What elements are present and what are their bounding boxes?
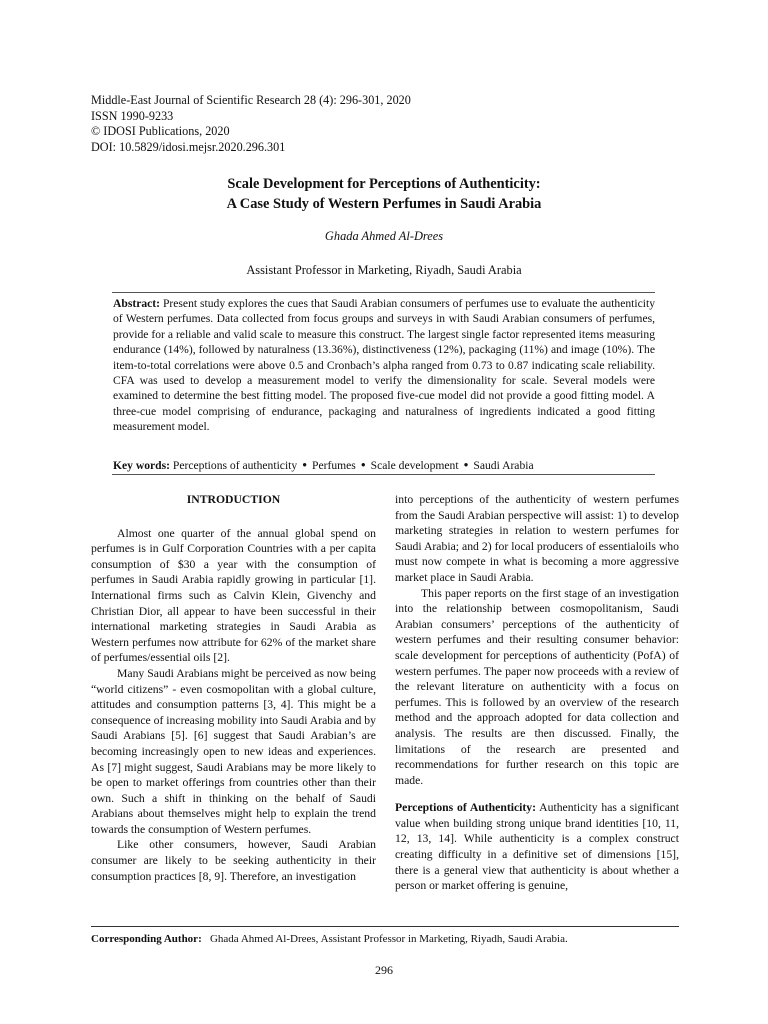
keywords-label: Key words: (113, 459, 170, 472)
author-affiliation: Assistant Professor in Marketing, Riyadh, Saudi Arabia (246, 263, 522, 277)
paragraph: into perceptions of the authenticity of western perfumes from the Saudi Arabian perspective will assist: 1) to develop marketing strategies in relation to western perfumes for Saudi Arabia; and 2) for local producers of essentialoils who must now compete in what is becoming a more aggressive market place in Saudi Arabia. (395, 493, 679, 584)
abstract-label: Abstract: (113, 297, 161, 310)
paper-title-line-1: Scale Development for Perceptions of Authenticity: (227, 176, 541, 192)
paragraph (395, 800, 679, 894)
corresponding-author (91, 933, 568, 945)
bullet-icon: ● (360, 460, 366, 469)
keywords-bottom-rule (112, 474, 655, 475)
paper-title-line-2: A Case Study of Western Perfumes in Saudi Arabia (226, 196, 542, 212)
subsection-heading: Perceptions of Authenticity: (395, 801, 537, 815)
corresponding-author-label: Corresponding Author: (91, 933, 202, 945)
corresponding-author-text: Ghada Ahmed Al-Drees, Assistant Professor in Marketing, Riyadh, Saudi Arabia. (209, 933, 568, 945)
journal-publisher: © IDOSI Publications, 2020 (91, 124, 230, 139)
keyword: Saudi Arabia (473, 459, 534, 472)
paragraph: Almost one quarter of the annual global spend on perfumes is in Gulf Corporation Countries with a per capita consumption of $30 a year with the consumption of perfumes in Saudi Arabia rapidly growing in particular [1]. International firms such as Calvin Klein, Givenchy and Christian Dior, all appear to have been successful in their international marketing strategies in Saudi Arabia as Western perfumes now attribute for 62% of the market share of perfumes/essential oils [2]. (91, 526, 376, 665)
journal-doi: DOI: 10.5829/idosi.mejsr.2020.296.301 (91, 139, 286, 154)
author-name: Ghada Ahmed Al-Drees (324, 229, 444, 243)
paragraph-gap (395, 788, 679, 800)
journal-citation: Middle-East Journal of Scientific Research 28 (4): 296-301, 2020 (91, 93, 411, 107)
abstract-text: Present study explores the cues that Saudi Arabian consumers of perfumes use to evaluate the authenticity of Western perfumes. Data collected from focus groups and surveys in with Saudi Arabian consumers of perfumes, provide for a reliable and valid scale to measure this construct. The largest single factor represented items measuring endurance (14%), followed by naturalness (13.36%), distinctiveness (12%), packaging (11%) and image (10%). The item-to-total correlations were above 0.5 and Cronbach’s alpha ranged from 0.73 to 0.87 indicating scale reliability. CFA was used to develop a measurement model to verify the dimensionality for scale. Several models were examined to determine the best fitting model. The proposed five-cue model did not provide a good fitting model. A three-cue model comprising of endurance, packaging and naturalness of ingredients indicated a good fitting measurement model. (113, 297, 655, 434)
abstract-top-rule (112, 292, 655, 293)
abstract (113, 296, 655, 435)
paragraph: Many Saudi Arabians might be perceived as now being “world citizens” - even cosmopolitan with a global culture, attitudes and consumption patterns [3, 4]. This might be a consequence of increasing mobility into Saudi Arabia and by Saudi Arabians [5]. [6] suggest that Saudi Arabian’s are becoming increasingly open to new ideas and experiences. As [7] might suggest, Saudi Arabians may be more likely to be open to market offerings from countries other than their own. Such a shift in thinking on the behalf of Saudi Arabians about themselves might help to explain the trend towards the consumption of Western perfumes. (91, 666, 376, 836)
footnote-rule (91, 926, 679, 927)
keyword: Perfumes (312, 459, 356, 472)
journal-issn: ISSN 1990-9233 (91, 108, 174, 123)
paragraph: Like other consumers, however, Saudi Arabian consumer are likely to be seeking authenticity in their consumption practices [8, 9]. Therefore, an investigation (91, 838, 376, 883)
paper-title (60, 174, 708, 214)
keyword: Scale development (370, 459, 459, 472)
left-column (91, 492, 376, 884)
right-column (395, 492, 679, 894)
section-heading-introduction: INTRODUCTION (186, 493, 281, 506)
bullet-icon: ● (302, 460, 308, 469)
bullet-icon: ● (463, 460, 469, 469)
keywords (113, 459, 655, 472)
paragraph-text: Authenticity has a significant value when building strong unique brand identities [10, 11, 12, 13, 14]. While authenticity is a complex construct creating difficulty in a definitive set of dimensions [15], there is a general view that authenticity is about whether a person or market offering is genuine, (395, 801, 679, 893)
page-number: 296 (375, 963, 393, 977)
journal-header (91, 93, 411, 155)
paragraph: This paper reports on the first stage of an investigation into the relationship between cosmopolitanism, Saudi Arabian consumers’ perceptions of the authenticity of western perfumes and their resulting consumer behavior: scale development for perceptions of authenticity (PofA) of western perfumes. The paper now proceeds with a review of the relevant literature on authenticity with a focus on perfumes. This is followed by an overview of the research method and the approach adopted for data collection and analysis. The results are then discussed. Finally, the limitations of the research are presented and recommendations for further research on this topic are made. (395, 586, 679, 787)
keyword: Perceptions of authenticity (172, 459, 298, 472)
